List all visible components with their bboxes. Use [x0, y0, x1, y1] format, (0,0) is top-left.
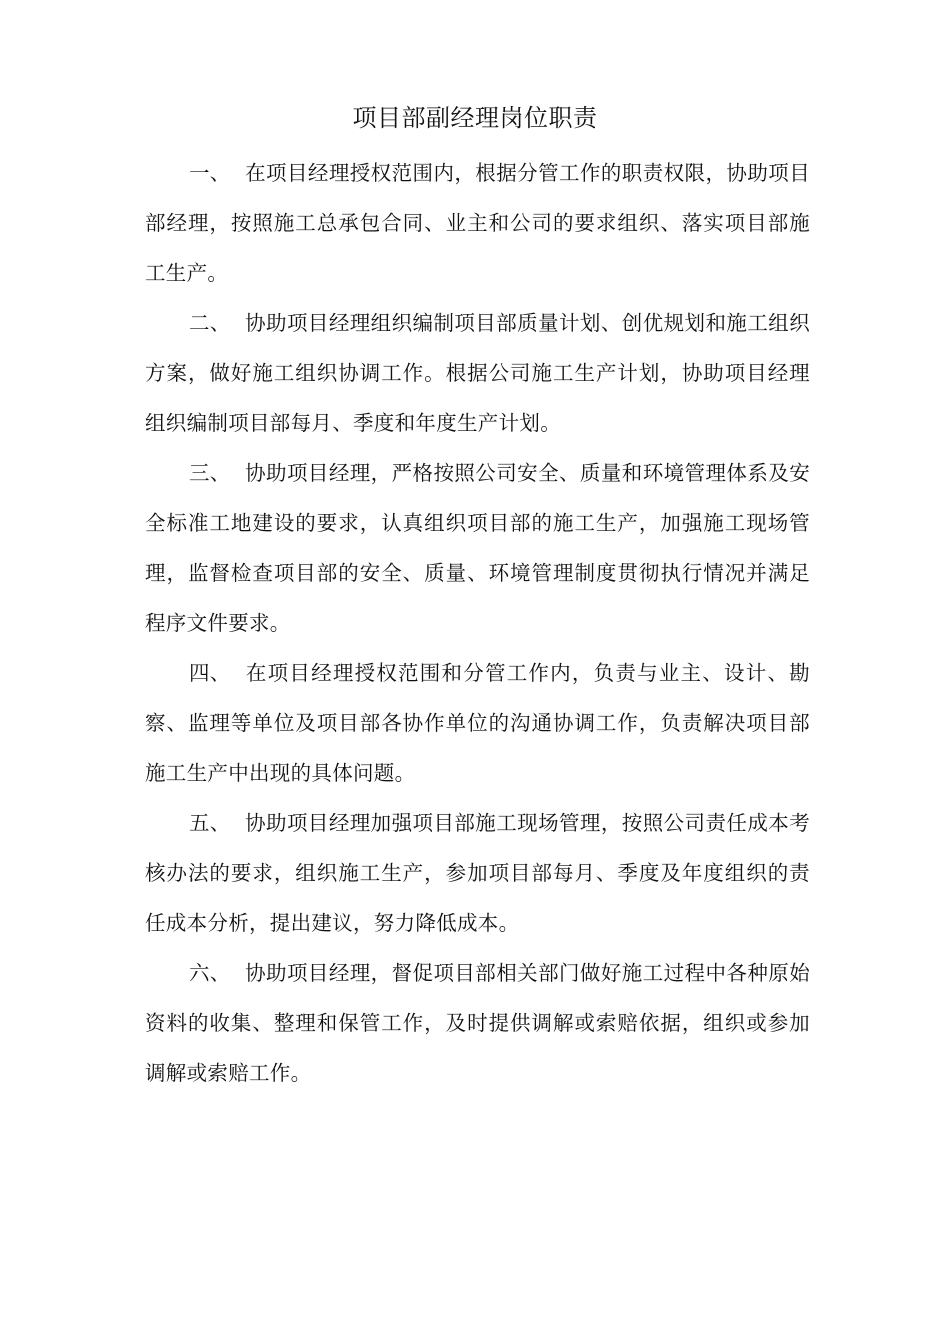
duty-paragraph-2 [145, 298, 810, 448]
document-title: 项目部副经理岗位职责 [352, 104, 598, 132]
paragraph-text: 协助项目经理加强项目部施工现场管理，按照公司责任成本考核办法的要求，组织施工生产，参加项目部每月、季度及年度组织的责任成本分析，提出建议，努力降低成本。 [145, 811, 810, 935]
paragraph-text: 协助项目经理组织编制项目部质量计划、创优规划和施工组织方案，做好施工组织协调工作。根据公司施工生产计划，协助项目经理组织编制项目部每月、季度和年度生产计划。 [145, 311, 810, 435]
duty-paragraph-6 [145, 948, 810, 1098]
duty-paragraph-5 [145, 798, 810, 948]
paragraph-number: 二、 [189, 311, 231, 335]
paragraph-text: 在项目经理授权范围内，根据分管工作的职责权限，协助项目部经理，按照施工总承包合同、业主和公司的要求组织、落实项目部施工生产。 [145, 161, 810, 285]
paragraph-text: 协助项目经理，严格按照公司安全、质量和环境管理体系及安全标准工地建设的要求，认真组织项目部的施工生产，加强施工现场管理，监督检查项目部的安全、质量、环境管理制度贯彻执行情况并满足程序文件要求。 [145, 461, 810, 635]
paragraph-number: 四、 [189, 661, 231, 685]
paragraph-text: 协助项目经理，督促项目部相关部门做好施工过程中各种原始资料的收集、整理和保管工作，及时提供调解或索赔依据，组织或参加调解或索赔工作。 [145, 961, 810, 1085]
duty-paragraph-3 [145, 448, 810, 648]
paragraph-text: 在项目经理授权范围和分管工作内，负责与业主、设计、勘察、监理等单位及项目部各协作单位的沟通协调工作，负责解决项目部施工生产中出现的具体问题。 [145, 661, 810, 785]
duty-paragraph-4 [145, 648, 810, 798]
paragraph-number: 一、 [189, 161, 231, 185]
duty-paragraph-1 [145, 148, 810, 298]
document-body [145, 148, 810, 1098]
paragraph-number: 五、 [189, 811, 231, 835]
paragraph-number: 三、 [189, 461, 231, 485]
paragraph-number: 六、 [189, 961, 231, 985]
